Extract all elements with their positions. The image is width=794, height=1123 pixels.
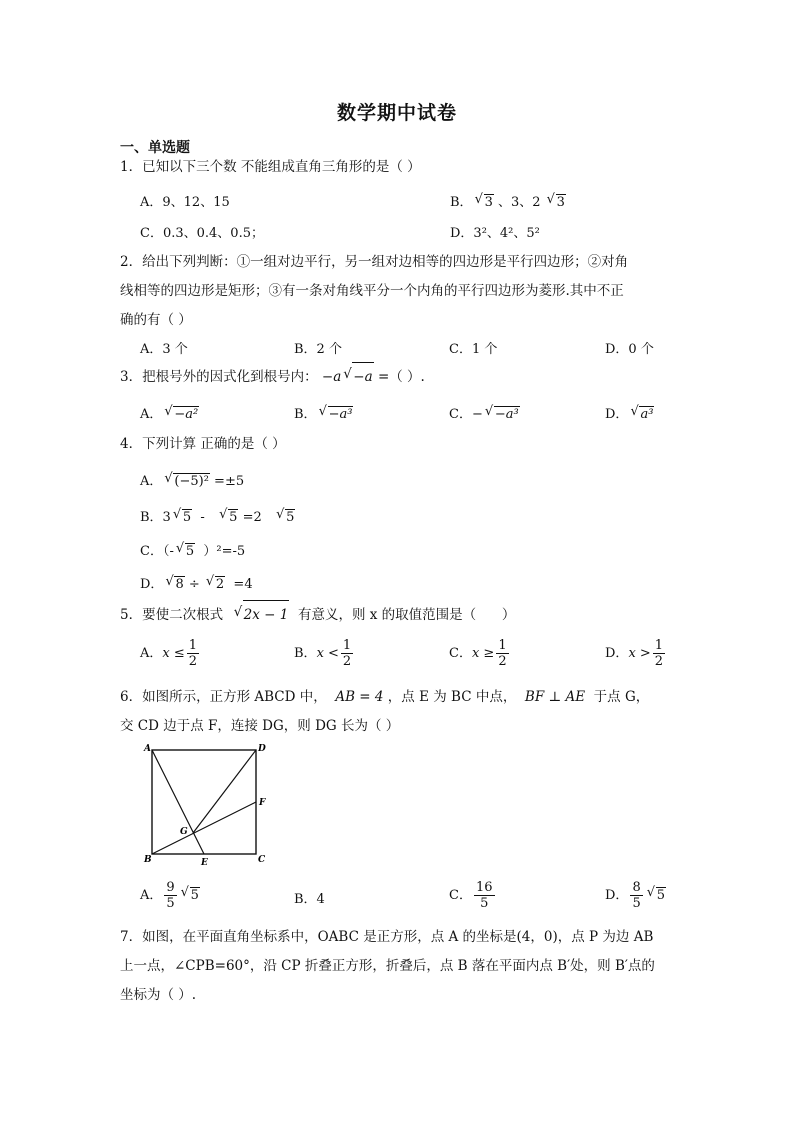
q1-b-radicand-1: 3 [484, 195, 493, 210]
q1-option-d: D．3²、4²、5² [450, 226, 540, 241]
question-2-stem [120, 248, 680, 335]
q1-option-c: C．0.3、0.4、0.5； [140, 226, 264, 241]
q5-b-relation: x < [316, 646, 339, 661]
q1-b-root-2 [547, 194, 566, 210]
q3-stem-suffix: =（ ）. [377, 369, 425, 385]
label-g: G [180, 827, 188, 837]
q3-d-radicand: a³ [640, 407, 654, 422]
question-7-stem [120, 923, 690, 1010]
q4-a-prefix: A． [140, 474, 163, 489]
q5-a-relation: x ≤ [162, 646, 185, 661]
q6-d-prefix: D． [605, 888, 629, 903]
q3-d-root [630, 406, 654, 422]
q4-b-prefix: B．3 [140, 510, 171, 525]
page-title: 数学期中试卷 [336, 102, 457, 124]
question-1-stem: 1．已知以下三个数 不能组成直角三角形的是（ ） [120, 159, 421, 175]
q4-b-root-1 [173, 509, 192, 525]
q4-b-mid: - [192, 510, 218, 525]
q6-a-prefix: A． [140, 888, 163, 903]
q3-d-prefix: D． [605, 407, 629, 422]
q6-line-1 [120, 683, 690, 712]
q5-d-denominator: 2 [654, 654, 664, 669]
q6-a-root [181, 887, 200, 903]
q6-text-3: 于点 G， [585, 689, 650, 705]
q4-d-root-1 [165, 576, 184, 592]
q2-line-2: 线相等的四边形是矩形；③有一条对角线平分一个内角的平行四边形为菱形.其中不正 [120, 283, 624, 299]
q4-d-root-2 [206, 576, 225, 592]
q4-a-root [164, 473, 210, 489]
q3-b-radicand: −a³ [328, 407, 353, 422]
q6-d-numerator: 8 [632, 880, 641, 895]
q6-option-c [449, 880, 497, 911]
q6-expr-perp: BF ⊥ AE [524, 689, 586, 705]
q3-a-prefix: A． [140, 407, 163, 422]
label-f: F [259, 798, 266, 808]
q5-root [234, 600, 290, 630]
q4-option-a [140, 470, 244, 489]
q3-a-radicand: −a² [174, 407, 199, 422]
q5-a-fraction [187, 638, 199, 669]
q5-d-prefix: D． [605, 646, 629, 661]
q6-d-radicand: 5 [656, 888, 665, 903]
question-5-stem [120, 600, 680, 630]
label-c: C [258, 855, 266, 865]
q4-b-root-2 [219, 509, 238, 525]
q3-b-root [319, 406, 354, 422]
q3-stem-prefix: 3．把根号外的因式化到根号内： [120, 369, 318, 385]
q4-c-prefix: C．（- [140, 544, 174, 559]
q2-option-b: B．2 个 [294, 342, 342, 357]
q4-c-radicand: 5 [185, 544, 195, 559]
q4-b-radicand-2: 5 [229, 510, 238, 525]
q7-line-3: 坐标为（ ）. [120, 987, 197, 1003]
q4-c-root [176, 543, 195, 559]
q2-option-c: C．1 个 [449, 342, 498, 357]
q5-option-d [605, 638, 667, 669]
q4-d-prefix: D． [140, 577, 164, 592]
q4-b-root-3 [276, 509, 295, 525]
q4-option-d [140, 573, 253, 592]
q3-c-prefix: C．− [449, 407, 483, 422]
q5-stem-prefix: 5．要使二次根式 [120, 607, 232, 623]
q4-c-suffix: ）²=-5 [195, 544, 246, 559]
q5-b-fraction [341, 638, 353, 669]
q6-text-2: ，点 E 为 BC 中点， [387, 689, 517, 705]
q1-b-root-1 [475, 194, 494, 210]
q5-c-prefix: C． [449, 646, 472, 661]
q5-b-denominator: 2 [342, 654, 352, 669]
q6-a-numerator: 9 [166, 880, 175, 895]
q4-a-suffix: =±5 [209, 474, 245, 489]
question-4-stem: 4．下列计算 正确的是（ ） [120, 436, 286, 452]
q5-option-c [449, 638, 511, 669]
square-abcd [152, 750, 256, 854]
square-figure [140, 742, 275, 867]
q2-option-a: A．3 个 [140, 342, 188, 357]
q5-c-numerator: 1 [498, 638, 507, 653]
q5-c-fraction [496, 638, 508, 669]
q3-factor: −a [321, 369, 342, 385]
q6-line-2: 交 CD 边于点 F，连接 DG，则 DG 长为（ ） [120, 718, 400, 734]
q2-option-d: D．0 个 [605, 342, 654, 357]
q6-a-fraction [164, 880, 176, 911]
q6-c-prefix: C． [449, 888, 472, 903]
q5-d-fraction [653, 638, 665, 669]
q6-expr-ab: AB = 4 [335, 689, 384, 705]
question-3-stem [120, 362, 680, 392]
q4-b-mid-2: =2 [238, 510, 275, 525]
q6-option-d [605, 880, 666, 911]
question-6-stem [120, 683, 690, 741]
q5-c-relation: x ≥ [471, 646, 495, 661]
segment-dg [193, 750, 256, 833]
q3-option-c [449, 403, 520, 422]
q4-d-suffix: =4 [225, 577, 253, 592]
q5-a-denominator: 2 [188, 654, 198, 669]
q4-b-radicand-1: 5 [182, 510, 192, 525]
q5-d-relation: x > [628, 646, 651, 661]
q3-root [343, 362, 373, 392]
q6-text-1: 6．如图所示，正方形 ABCD 中， [120, 689, 327, 705]
q5-radicand: 2x − 1 [243, 600, 290, 630]
q5-c-denominator: 2 [498, 654, 507, 669]
q6-option-a [140, 880, 200, 911]
q5-a-prefix: A． [140, 646, 163, 661]
q3-option-d [605, 403, 654, 422]
q3-option-a [140, 403, 199, 422]
q5-option-b [294, 638, 355, 669]
q6-d-denominator: 5 [632, 896, 641, 911]
label-e: E [201, 858, 208, 867]
q6-a-radicand: 5 [190, 888, 199, 903]
q3-radicand: −a [352, 362, 373, 392]
q2-line-3: 确的有（ ） [120, 312, 192, 328]
q5-b-prefix: B． [294, 646, 317, 661]
q4-b-radicand-3: 5 [286, 510, 295, 525]
label-b: B [144, 855, 152, 865]
q4-d-radicand-2: 2 [215, 577, 225, 592]
q5-option-a [140, 638, 201, 669]
q1-b-radicand-2: 3 [556, 195, 565, 210]
q4-option-c [140, 540, 245, 559]
q6-a-denominator: 5 [166, 896, 175, 911]
q6-c-fraction [474, 880, 495, 911]
q5-b-numerator: 1 [342, 638, 352, 653]
q4-option-b [140, 506, 295, 525]
q4-d-mid: ÷ [184, 577, 204, 592]
q3-c-radicand: −a³ [494, 407, 519, 422]
q1-b-prefix: B． [450, 195, 473, 210]
label-a: A [144, 744, 151, 754]
q3-option-b [294, 403, 353, 422]
q6-d-fraction [630, 880, 642, 911]
q6-c-numerator: 16 [475, 880, 493, 895]
q4-d-radicand-1: 8 [175, 577, 184, 592]
q7-line-1: 7．如图，在平面直角坐标系中，OABC 是正方形，点 A 的坐标是(4，0)，点 P 为边 AB [120, 929, 654, 945]
q6-option-b: B．4 [294, 892, 325, 907]
q6-c-denominator: 5 [480, 896, 489, 911]
q3-b-prefix: B． [294, 407, 317, 422]
q1-option-a: A．9、12、15 [140, 195, 230, 210]
q1-option-b [450, 191, 566, 210]
segment-bf [152, 802, 256, 854]
q4-a-radicand: (−5)² [174, 474, 209, 489]
q5-a-numerator: 1 [188, 638, 198, 653]
q3-a-root [164, 406, 199, 422]
q2-line-1: 2．给出下列判断：①一组对边平行，另一组对边相等的四边形是平行四边形；②对角 [120, 254, 629, 270]
q5-d-numerator: 1 [654, 638, 664, 653]
label-d: D [258, 744, 266, 754]
q7-line-2: 上一点，∠CPB=60°，沿 CP 折叠正方形，折叠后，点 B 落在平面内点 B′处，则 B′点的 [120, 958, 655, 974]
q6-d-root [647, 887, 666, 903]
q5-stem-suffix: 有意义，则 x 的取值范围是（ ） [289, 607, 516, 623]
q1-b-mid: 、3、2 [493, 195, 545, 210]
segment-ae [152, 750, 204, 854]
section-heading: 一、单选题 [120, 140, 190, 156]
q3-c-root [485, 406, 520, 422]
